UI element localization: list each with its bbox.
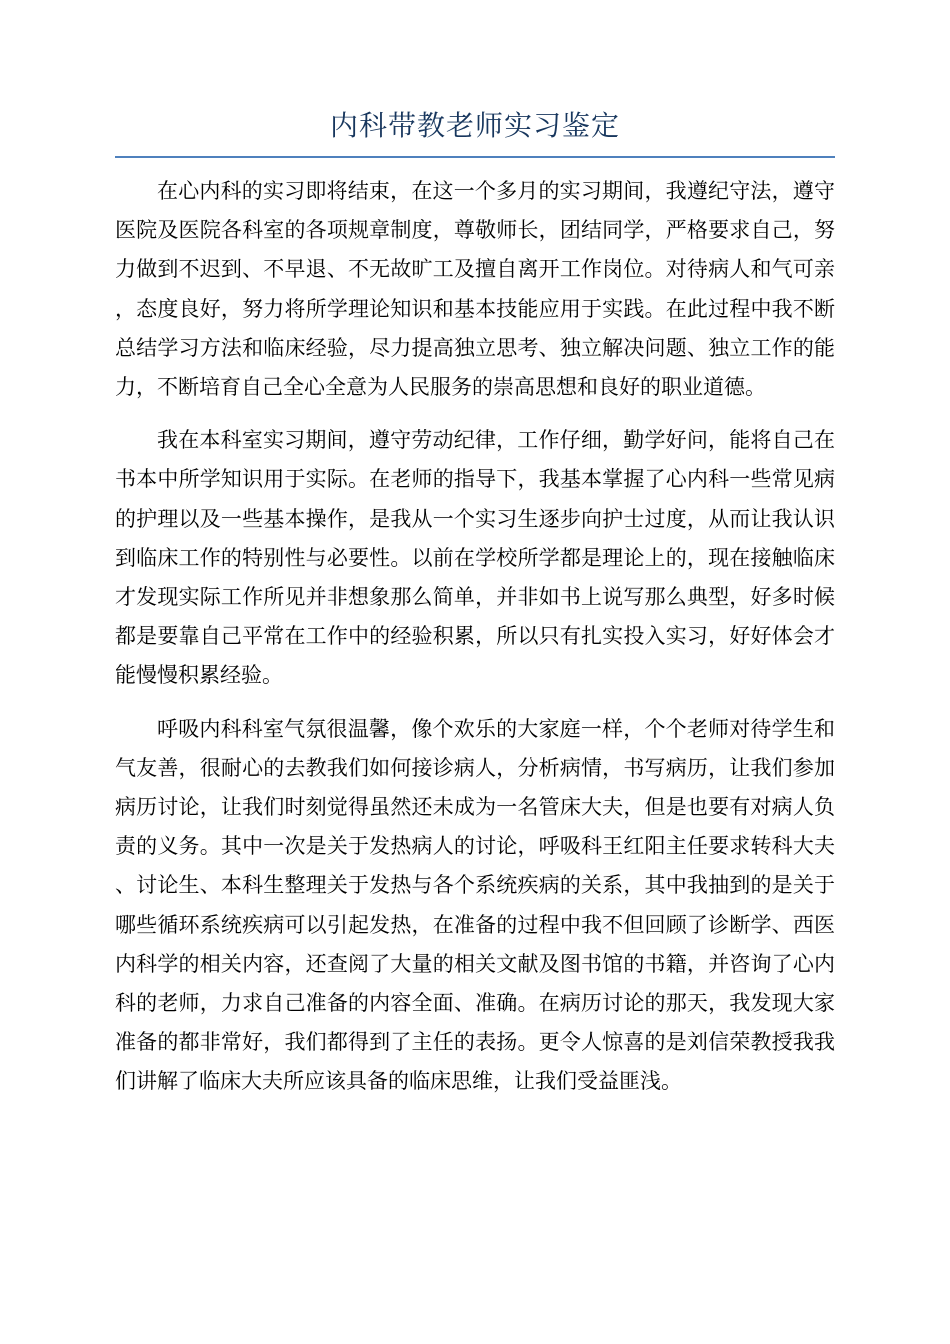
document-body bbox=[115, 172, 835, 1116]
paragraph-1: 在心内科的实习即将结束，在这一个多月的实习期间，我遵纪守法，遵守医院及医院各科室的各项规章制度，尊敬师长，团结同学，严格要求自己，努力做到不迟到、不早退、不无故旷工及擅自离开工作岗位。对待病人和气可亲，态度良好，努力将所学理论知识和基本技能应用于实践。在此过程中我不断总结学习方法和临床经验，尽力提高独立思考、独立解决问题、独立工作的能力，不断培育自己全心全意为人民服务的崇高思想和良好的职业道德。 bbox=[115, 179, 835, 400]
paragraph-2: 我在本科室实习期间，遵守劳动纪律，工作仔细，勤学好问，能将自己在书本中所学知识用于实际。在老师的指导下，我基本掌握了心内科一些常见病的护理以及一些基本操作，是我从一个实习生逐步向护士过度，从而让我认识到临床工作的特别性与必要性。以前在学校所学都是理论上的，现在接触临床才发现实际工作所见并非想象那么简单，并非如书上说写那么典型，好多时候都是要靠自己平常在工作中的经验积累，所以只有扎实投入实习，好好体会才能慢慢积累经验。 bbox=[115, 428, 835, 688]
document-title: 内科带教老师实习鉴定 bbox=[329, 109, 620, 142]
paragraph-3: 呼吸内科科室气氛很温馨，像个欢乐的大家庭一样，个个老师对待学生和气友善，很耐心的去教我们如何接诊病人，分析病情，书写病历，让我们参加病历讨论，让我们时刻觉得虽然还未成为一名管床大夫，但是也要有对病人负责的义务。其中一次是关于发热病人的讨论，呼吸科王红阳主任要求转科大夫、讨论生、本科生整理关于发热与各个系统疾病的关系，其中我抽到的是关于哪些循环系统疾病可以引起发热，在准备的过程中我不但回顾了诊断学、西医内科学的相关内容，还查阅了大量的相关文献及图书馆的书籍，并咨询了心内科的老师，力求自己准备的内容全面、准确。在病历讨论的那天，我发现大家准备的都非常好，我们都得到了主任的表扬。更令人惊喜的是刘信荣教授我我们讲解了临床大夫所应该具备的临床思维，让我们受益匪浅。 bbox=[115, 716, 835, 1094]
title-block bbox=[115, 106, 835, 158]
